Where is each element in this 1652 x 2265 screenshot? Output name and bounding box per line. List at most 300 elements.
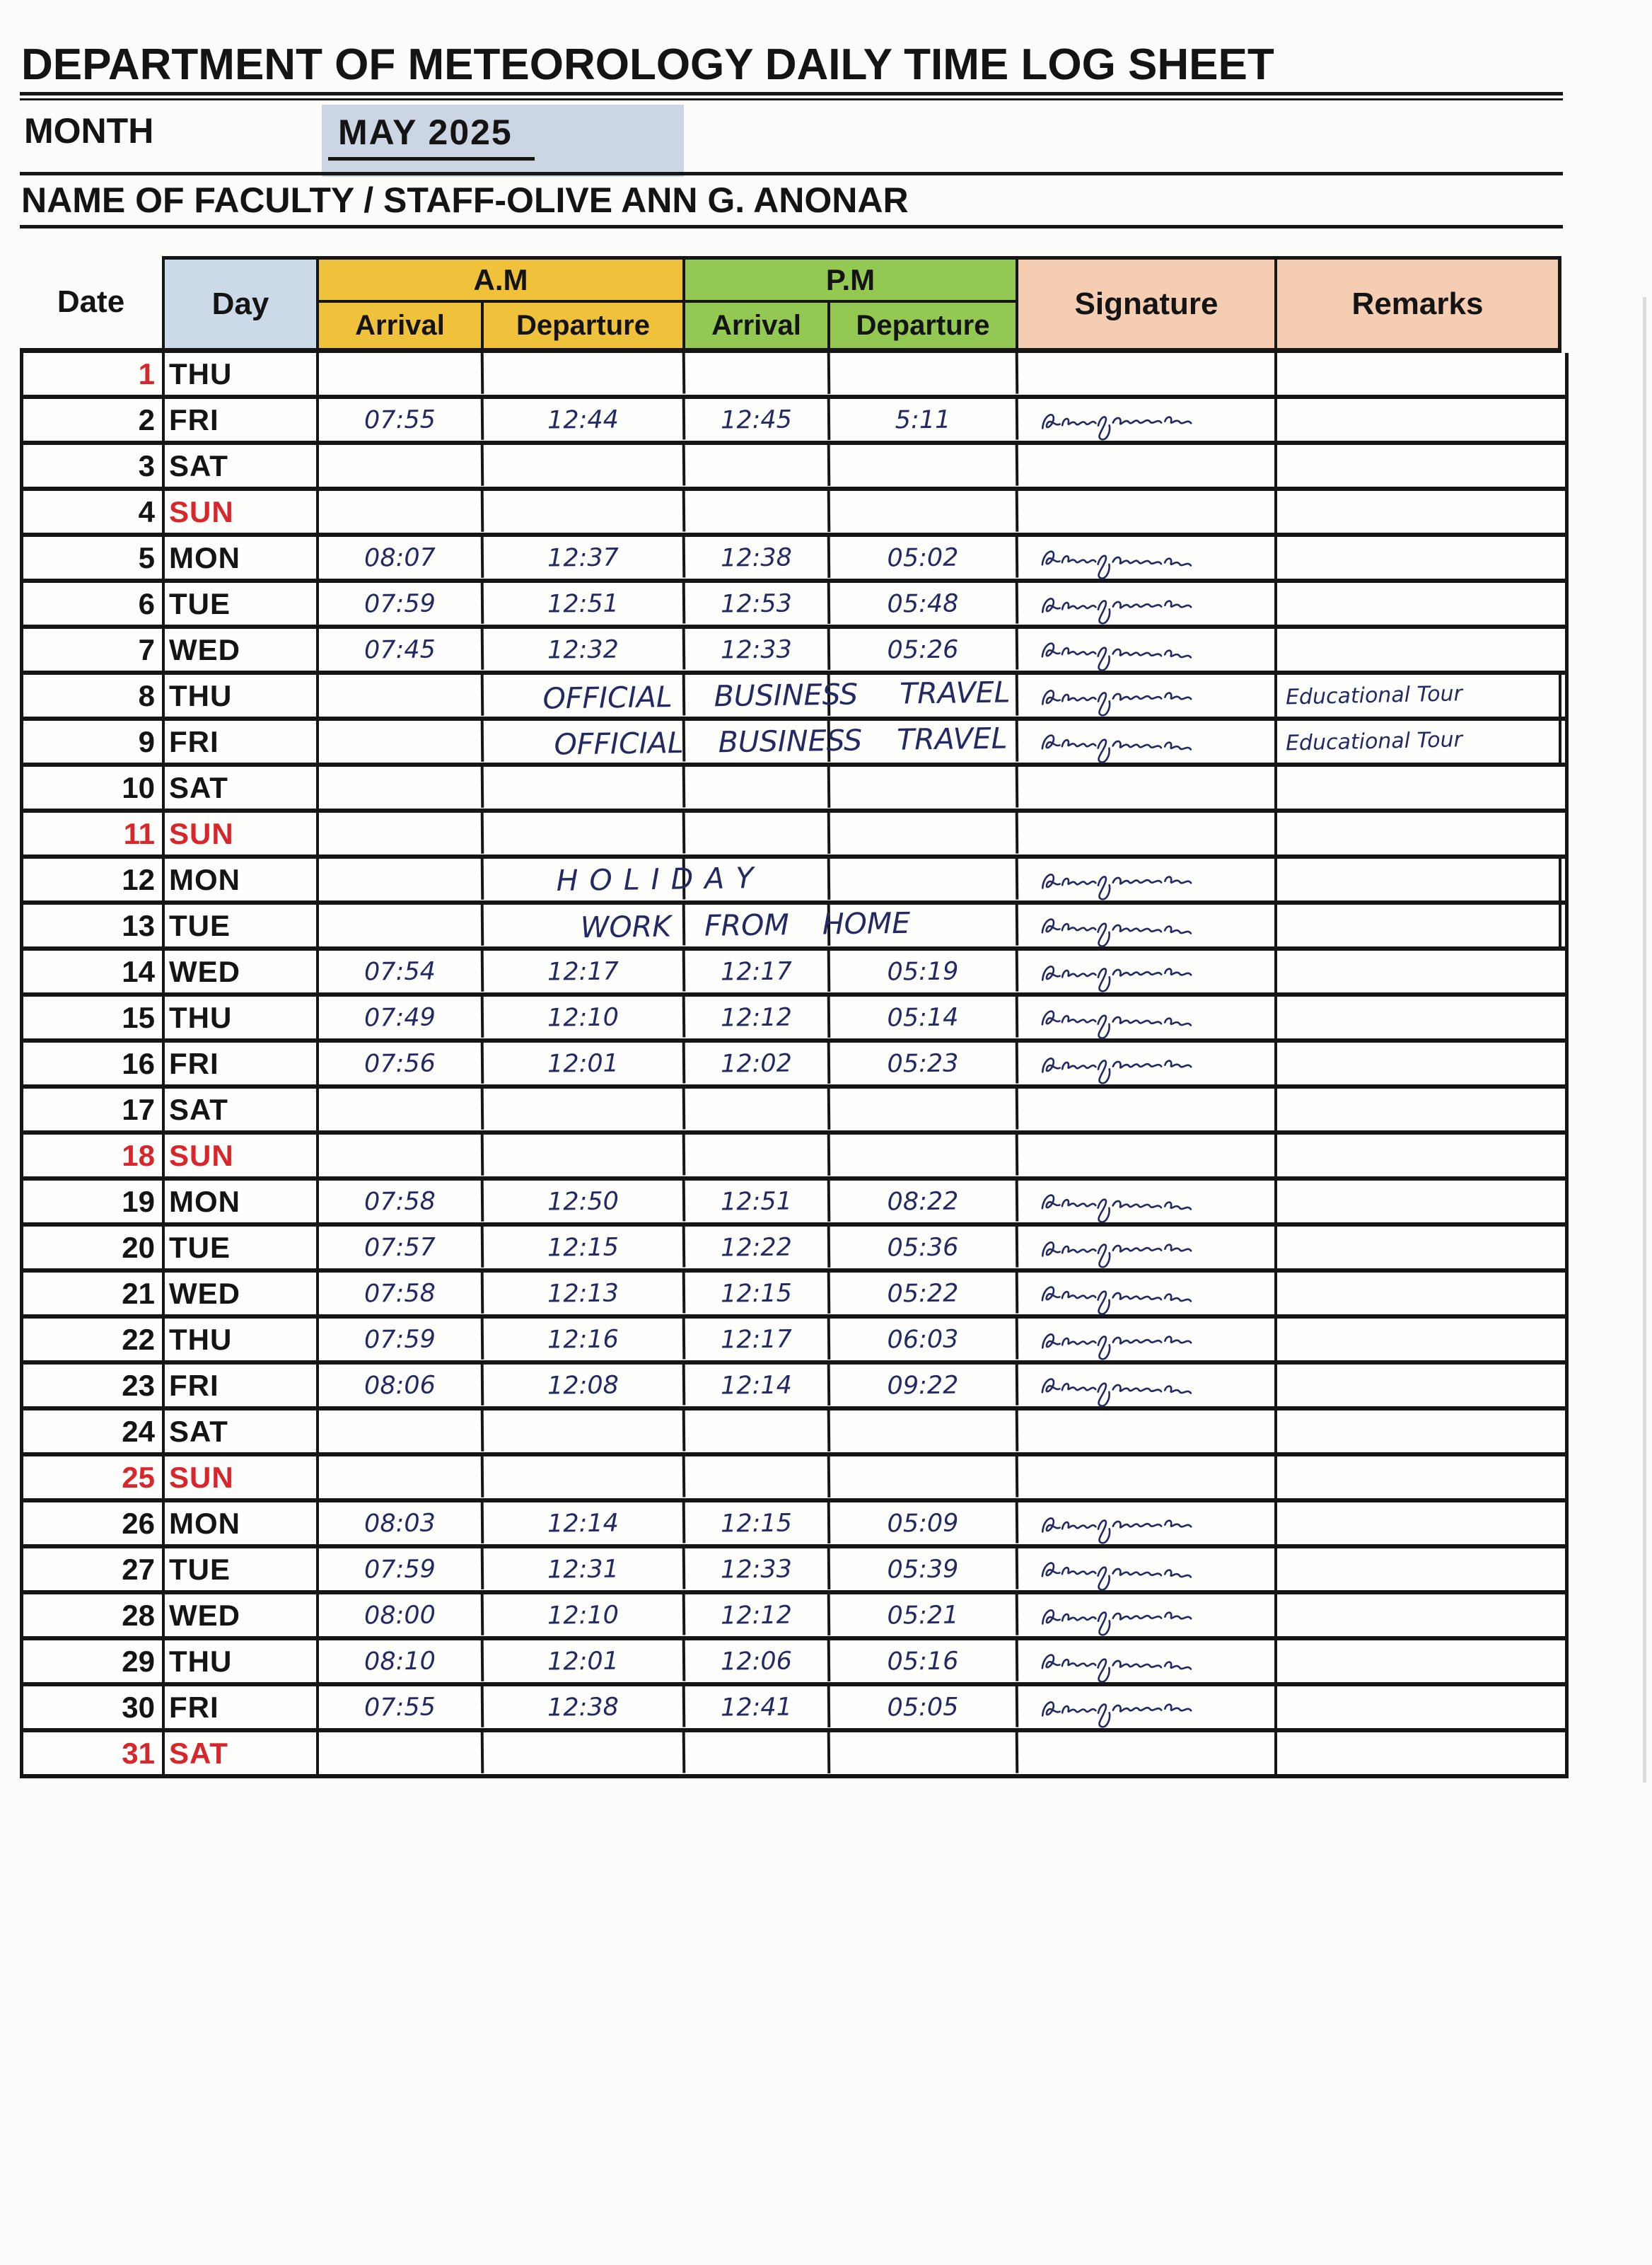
am-departure-cell: 12:31 <box>484 1548 686 1592</box>
remarks-cell <box>1277 905 1561 946</box>
table-row <box>23 1135 1565 1181</box>
date-cell: 9 <box>23 721 165 763</box>
signature-cell <box>1018 997 1277 1038</box>
title-underline <box>20 92 1563 95</box>
signature-cell <box>1018 1640 1277 1682</box>
am-arrival-cell: 08:06 <box>319 1364 484 1407</box>
table-row <box>23 583 1565 629</box>
signature-scrawl <box>1028 1685 1205 1730</box>
pm-departure-cell: 05:19 <box>830 950 1019 994</box>
table-row <box>23 1365 1565 1410</box>
signature-cell <box>1018 1273 1277 1314</box>
day-cell: TUE <box>165 583 319 625</box>
column-header-am-departure: Departure <box>484 303 685 348</box>
pm-departure-cell: 05:48 <box>830 582 1019 626</box>
pm-arrival-cell <box>685 1088 831 1131</box>
remarks-cell <box>1277 1089 1561 1130</box>
am-departure-cell <box>484 352 686 396</box>
am-arrival-cell: 07:57 <box>319 1226 484 1269</box>
table-row <box>23 629 1565 675</box>
pm-arrival-cell: 12:51 <box>685 1180 831 1223</box>
date-cell: 30 <box>23 1686 165 1728</box>
am-arrival-cell: 07:59 <box>319 582 484 625</box>
pm-departure-cell: 05:14 <box>830 996 1019 1040</box>
am-departure-cell <box>484 490 686 534</box>
table-row <box>23 399 1565 445</box>
am-departure-cell: 12:10 <box>484 1594 686 1638</box>
month-row-rule <box>20 172 1563 175</box>
signature-cell <box>1018 537 1277 579</box>
am-departure-cell <box>484 1732 686 1775</box>
pm-departure-cell <box>830 812 1019 856</box>
table-header <box>20 256 1561 353</box>
signature-scrawl <box>1028 581 1205 626</box>
table-row <box>23 537 1565 583</box>
day-cell: WED <box>165 951 319 992</box>
am-departure-cell <box>484 1410 686 1454</box>
signature-scrawl <box>1028 630 1206 672</box>
day-cell: THU <box>165 1640 319 1682</box>
date-cell: 20 <box>23 1227 165 1268</box>
am-arrival-cell <box>319 352 484 395</box>
signature-scrawl <box>1028 906 1206 948</box>
pm-departure-cell: 05:39 <box>830 1548 1019 1592</box>
pm-arrival-cell: 12:12 <box>685 996 831 1039</box>
signature-cell <box>1018 491 1277 533</box>
am-departure-cell: 12:37 <box>484 536 686 580</box>
am-arrival-cell <box>319 904 484 947</box>
am-departure-cell: 12:15 <box>484 1226 686 1270</box>
am-arrival-cell: 07:55 <box>319 398 484 441</box>
signature-scrawl <box>1028 1274 1206 1316</box>
day-cell: WED <box>165 1594 319 1636</box>
remarks-cell <box>1277 629 1561 671</box>
signature-cell <box>1018 399 1277 441</box>
am-arrival-cell: 07:59 <box>319 1548 484 1591</box>
am-departure-cell <box>484 1456 686 1500</box>
remarks-cell <box>1277 1135 1561 1176</box>
remarks-cell <box>1277 1181 1561 1222</box>
pm-arrival-cell <box>685 1732 831 1775</box>
date-cell: 1 <box>23 353 165 395</box>
day-cell: SUN <box>165 491 319 533</box>
signature-scrawl <box>1028 398 1205 442</box>
table-row <box>23 767 1565 813</box>
signature-cell <box>1018 629 1277 671</box>
date-cell: 31 <box>23 1732 165 1774</box>
column-group-am: A.M <box>319 256 685 303</box>
signature-cell <box>1018 445 1277 487</box>
day-cell: SAT <box>165 445 319 487</box>
date-cell: 12 <box>23 859 165 900</box>
day-cell: SAT <box>165 767 319 809</box>
column-header-pm-departure: Departure <box>830 303 1018 348</box>
day-cell: TUE <box>165 1227 319 1268</box>
pm-arrival-cell <box>685 1456 831 1499</box>
date-cell: 28 <box>23 1594 165 1636</box>
column-header-date: Date <box>20 256 165 348</box>
date-cell: 7 <box>23 629 165 671</box>
am-departure-cell: 12:10 <box>484 996 686 1040</box>
table-row <box>23 1043 1565 1089</box>
pm-arrival-cell: 12:14 <box>685 1364 831 1407</box>
date-cell: 29 <box>23 1640 165 1682</box>
remarks-cell <box>1277 1043 1561 1084</box>
remarks-cell <box>1277 537 1561 579</box>
pm-arrival-cell <box>685 812 831 855</box>
day-cell: SAT <box>165 1410 319 1452</box>
remarks-cell <box>1277 491 1561 533</box>
pm-arrival-cell: 12:33 <box>685 1548 831 1591</box>
pm-departure-cell <box>830 352 1019 396</box>
day-cell: SUN <box>165 1135 319 1176</box>
am-arrival-cell: 08:07 <box>319 536 484 579</box>
signature-cell <box>1018 1732 1277 1774</box>
pm-arrival-cell: 12:41 <box>685 1686 831 1729</box>
am-arrival-cell: 07:58 <box>319 1272 484 1315</box>
pm-departure-cell: 05:05 <box>830 1686 1019 1730</box>
signature-cell <box>1018 1594 1277 1636</box>
am-arrival-cell: 07:45 <box>319 628 484 671</box>
pm-departure-cell: 05:22 <box>830 1272 1019 1316</box>
table-row <box>23 1410 1565 1456</box>
pm-arrival-cell <box>685 490 831 533</box>
day-cell: MON <box>165 537 319 579</box>
signature-cell <box>1018 1181 1277 1222</box>
remarks-cell <box>1277 399 1561 441</box>
pm-arrival-cell: 12:12 <box>685 1594 831 1637</box>
column-header-day: Day <box>165 256 319 348</box>
signature-cell <box>1018 1548 1277 1590</box>
pm-departure-cell: 05:23 <box>830 1042 1019 1086</box>
day-cell: SAT <box>165 1089 319 1130</box>
signature-cell <box>1018 1089 1277 1130</box>
remarks-cell <box>1277 1686 1561 1728</box>
table-row <box>23 721 1565 767</box>
am-departure-cell <box>484 766 686 810</box>
table-row <box>23 1548 1565 1594</box>
signature-scrawl <box>1028 722 1206 764</box>
pm-arrival-cell <box>685 444 831 487</box>
page-title: DEPARTMENT OF METEOROLOGY DAILY TIME LOG SHEET <box>21 40 1274 89</box>
am-departure-cell: 12:51 <box>484 582 686 626</box>
am-arrival-cell: 07:55 <box>319 1686 484 1729</box>
pm-arrival-cell: 12:33 <box>685 628 831 671</box>
am-departure-cell: 12:38 <box>484 1686 686 1730</box>
remarks-cell <box>1277 1227 1561 1268</box>
am-arrival-cell: 07:56 <box>319 1042 484 1085</box>
table-row <box>23 353 1565 399</box>
remarks-cell <box>1277 1732 1561 1774</box>
am-arrival-cell <box>319 858 484 901</box>
day-cell: THU <box>165 353 319 395</box>
remarks-cell <box>1277 721 1561 763</box>
month-value: MAY 2025 <box>338 112 513 152</box>
am-arrival-cell: 07:54 <box>319 950 484 993</box>
am-arrival-cell <box>319 1410 484 1453</box>
signature-cell <box>1018 353 1277 395</box>
signature-cell <box>1018 1502 1277 1544</box>
day-cell: MON <box>165 1181 319 1222</box>
remarks-cell <box>1277 583 1561 625</box>
month-value-underline <box>328 157 535 161</box>
date-cell: 24 <box>23 1410 165 1452</box>
am-arrival-cell: 07:59 <box>319 1318 484 1361</box>
pm-departure-cell: 05:16 <box>830 1640 1019 1684</box>
column-header-pm-arrival: Arrival <box>685 303 830 348</box>
day-cell: THU <box>165 675 319 717</box>
table-row <box>23 1502 1565 1548</box>
table-row <box>23 951 1565 997</box>
date-cell: 26 <box>23 1502 165 1544</box>
date-cell: 2 <box>23 399 165 441</box>
spanning-note: OFFICIAL BUSINESS TRAVEL <box>542 675 1011 716</box>
remarks-cell <box>1277 997 1561 1038</box>
signature-cell <box>1018 721 1277 763</box>
month-label: MONTH <box>24 111 154 151</box>
date-cell: 17 <box>23 1089 165 1130</box>
day-cell: TUE <box>165 905 319 946</box>
remarks-note: Educational Tour <box>1285 727 1463 756</box>
table-row <box>23 1089 1565 1135</box>
name-row-rule <box>20 225 1563 228</box>
remarks-cell <box>1277 353 1561 395</box>
am-arrival-cell: 08:00 <box>319 1594 484 1637</box>
signature-scrawl <box>1028 1550 1206 1592</box>
table-row <box>23 859 1565 905</box>
date-cell: 23 <box>23 1365 165 1406</box>
pm-departure-cell <box>830 1134 1019 1178</box>
remarks-cell <box>1277 1273 1561 1314</box>
am-departure-cell <box>484 812 686 856</box>
pm-arrival-cell: 12:22 <box>685 1226 831 1269</box>
signature-scrawl <box>1028 538 1206 580</box>
am-arrival-cell <box>319 1088 484 1131</box>
am-departure-cell: 12:17 <box>484 950 686 994</box>
remarks-cell <box>1277 951 1561 992</box>
table-row <box>23 1319 1565 1365</box>
day-cell: TUE <box>165 1548 319 1590</box>
date-cell: 27 <box>23 1548 165 1590</box>
table-row <box>23 675 1565 721</box>
am-departure-cell: 12:50 <box>484 1180 686 1224</box>
date-cell: 22 <box>23 1319 165 1360</box>
pm-arrival-cell <box>685 766 831 809</box>
signature-scrawl <box>1028 673 1205 718</box>
signature-cell <box>1018 767 1277 809</box>
date-cell: 10 <box>23 767 165 809</box>
day-cell: FRI <box>165 1365 319 1406</box>
pm-arrival-cell <box>685 1410 831 1453</box>
faculty-name-line: NAME OF FACULTY / STAFF-OLIVE ANN G. ANONAR <box>21 180 909 220</box>
am-departure-cell: 12:01 <box>484 1640 686 1684</box>
signature-cell <box>1018 1686 1277 1728</box>
pm-arrival-cell: 12:17 <box>685 1318 831 1361</box>
am-arrival-cell: 07:49 <box>319 996 484 1039</box>
day-cell: SUN <box>165 1456 319 1498</box>
table-row <box>23 491 1565 537</box>
am-arrival-cell <box>319 1134 484 1177</box>
pm-arrival-cell: 12:45 <box>685 398 831 441</box>
pm-arrival-cell: 12:53 <box>685 582 831 625</box>
date-cell: 3 <box>23 445 165 487</box>
signature-cell <box>1018 1410 1277 1452</box>
day-cell: SAT <box>165 1732 319 1774</box>
column-header-signature: Signature <box>1018 256 1277 348</box>
column-header-am-arrival: Arrival <box>319 303 484 348</box>
date-cell: 8 <box>23 675 165 717</box>
pm-departure-cell <box>830 1088 1019 1132</box>
date-cell: 21 <box>23 1273 165 1314</box>
pm-arrival-cell: 12:06 <box>685 1640 831 1683</box>
pm-arrival-cell: 12:15 <box>685 1272 831 1315</box>
am-departure-cell: 12:44 <box>484 398 686 442</box>
am-arrival-cell <box>319 766 484 809</box>
am-arrival-cell: 08:10 <box>319 1640 484 1683</box>
signature-cell <box>1018 583 1277 625</box>
pm-arrival-cell: 12:17 <box>685 950 831 993</box>
signature-scrawl <box>1028 1182 1206 1224</box>
signature-cell <box>1018 859 1277 900</box>
day-cell: WED <box>165 1273 319 1314</box>
signature-cell <box>1018 1365 1277 1406</box>
remarks-cell <box>1277 675 1561 717</box>
pm-departure-cell: 5:11 <box>830 398 1019 442</box>
day-cell: FRI <box>165 1043 319 1084</box>
date-cell: 14 <box>23 951 165 992</box>
am-arrival-cell: 08:03 <box>319 1502 484 1545</box>
remarks-cell <box>1277 1410 1561 1452</box>
pm-departure-cell: 09:22 <box>830 1364 1019 1408</box>
spanning-note: HOLIDAY <box>556 860 765 898</box>
signature-scrawl <box>1028 1041 1205 1086</box>
remarks-cell <box>1277 767 1561 809</box>
signature-cell <box>1018 1456 1277 1498</box>
time-log-table <box>20 256 1569 1778</box>
day-cell: THU <box>165 1319 319 1360</box>
day-cell: WED <box>165 629 319 671</box>
pm-departure-cell <box>830 1456 1019 1500</box>
am-departure-cell: 12:32 <box>484 628 686 672</box>
date-cell: 15 <box>23 997 165 1038</box>
pm-departure-cell <box>830 1732 1019 1775</box>
table-row <box>23 1456 1565 1502</box>
signature-cell <box>1018 1135 1277 1176</box>
signature-scrawl <box>1028 1225 1205 1270</box>
date-cell: 6 <box>23 583 165 625</box>
remarks-cell <box>1277 1456 1561 1498</box>
pm-departure-cell <box>830 490 1019 534</box>
remarks-cell <box>1277 1640 1561 1682</box>
am-departure-cell: 12:13 <box>484 1272 686 1316</box>
pm-departure-cell <box>830 858 1019 902</box>
signature-scrawl <box>1028 1317 1205 1362</box>
signature-scrawl <box>1028 1642 1206 1684</box>
pm-departure-cell <box>830 1410 1019 1454</box>
am-arrival-cell <box>319 674 484 717</box>
remarks-cell <box>1277 1319 1561 1360</box>
remarks-cell <box>1277 1594 1561 1636</box>
signature-cell <box>1018 813 1277 855</box>
table-row <box>23 813 1565 859</box>
remarks-cell <box>1277 1502 1561 1544</box>
am-arrival-cell <box>319 490 484 533</box>
table-row <box>23 1227 1565 1273</box>
table-row <box>23 1594 1565 1640</box>
pm-departure-cell <box>830 444 1019 488</box>
am-departure-cell: 12:16 <box>484 1318 686 1362</box>
signature-scrawl <box>1028 1366 1206 1408</box>
day-cell: MON <box>165 1502 319 1544</box>
date-cell: 25 <box>23 1456 165 1498</box>
day-cell: FRI <box>165 399 319 441</box>
remarks-note: Educational Tour <box>1285 681 1463 710</box>
scan-edge-shadow <box>1643 297 1646 1783</box>
am-arrival-cell <box>319 812 484 855</box>
pm-arrival-cell <box>685 352 831 395</box>
am-arrival-cell <box>319 1456 484 1499</box>
signature-scrawl <box>1028 949 1205 994</box>
am-departure-cell: 12:14 <box>484 1502 686 1546</box>
date-cell: 18 <box>23 1135 165 1176</box>
signature-cell <box>1018 905 1277 946</box>
table-row <box>23 1732 1565 1778</box>
pm-departure-cell <box>830 766 1019 810</box>
table-row <box>23 1181 1565 1227</box>
table-row <box>23 445 1565 491</box>
column-group-pm: P.M <box>685 256 1018 303</box>
signature-scrawl <box>1028 1501 1205 1546</box>
date-cell: 16 <box>23 1043 165 1084</box>
pm-departure-cell: 05:21 <box>830 1594 1019 1638</box>
remarks-cell <box>1277 1548 1561 1590</box>
am-departure-cell <box>484 1134 686 1178</box>
pm-departure-cell: 08:22 <box>830 1180 1019 1224</box>
date-cell: 13 <box>23 905 165 946</box>
table-row <box>23 997 1565 1043</box>
table-row <box>23 1640 1565 1686</box>
title-underline-ghost <box>20 98 1563 100</box>
pm-departure-cell: 05:26 <box>830 628 1019 672</box>
remarks-cell <box>1277 445 1561 487</box>
signature-cell <box>1018 1227 1277 1268</box>
day-cell: FRI <box>165 1686 319 1728</box>
signature-cell <box>1018 675 1277 717</box>
am-arrival-cell <box>319 444 484 487</box>
column-header-remarks: Remarks <box>1277 256 1561 348</box>
pm-arrival-cell: 12:38 <box>685 536 831 579</box>
pm-departure-cell: 05:36 <box>830 1226 1019 1270</box>
am-departure-cell <box>484 1088 686 1132</box>
remarks-cell <box>1277 859 1561 900</box>
remarks-cell <box>1277 1365 1561 1406</box>
pm-departure-cell: 06:03 <box>830 1318 1019 1362</box>
signature-scrawl <box>1028 1593 1205 1638</box>
table-row <box>23 905 1565 951</box>
table-row <box>23 1686 1565 1732</box>
day-cell: FRI <box>165 721 319 763</box>
signature-scrawl <box>1028 857 1205 902</box>
am-departure-cell: 12:08 <box>484 1364 686 1408</box>
am-arrival-cell <box>319 1732 484 1775</box>
pm-departure-cell: 05:09 <box>830 1502 1019 1546</box>
spanning-note: WORK FROM HOME <box>580 905 911 945</box>
signature-cell <box>1018 1043 1277 1084</box>
table-row <box>23 1273 1565 1319</box>
date-cell: 5 <box>23 537 165 579</box>
spanning-note: OFFICIAL BUSINESS TRAVEL <box>554 721 1008 762</box>
day-cell: MON <box>165 859 319 900</box>
